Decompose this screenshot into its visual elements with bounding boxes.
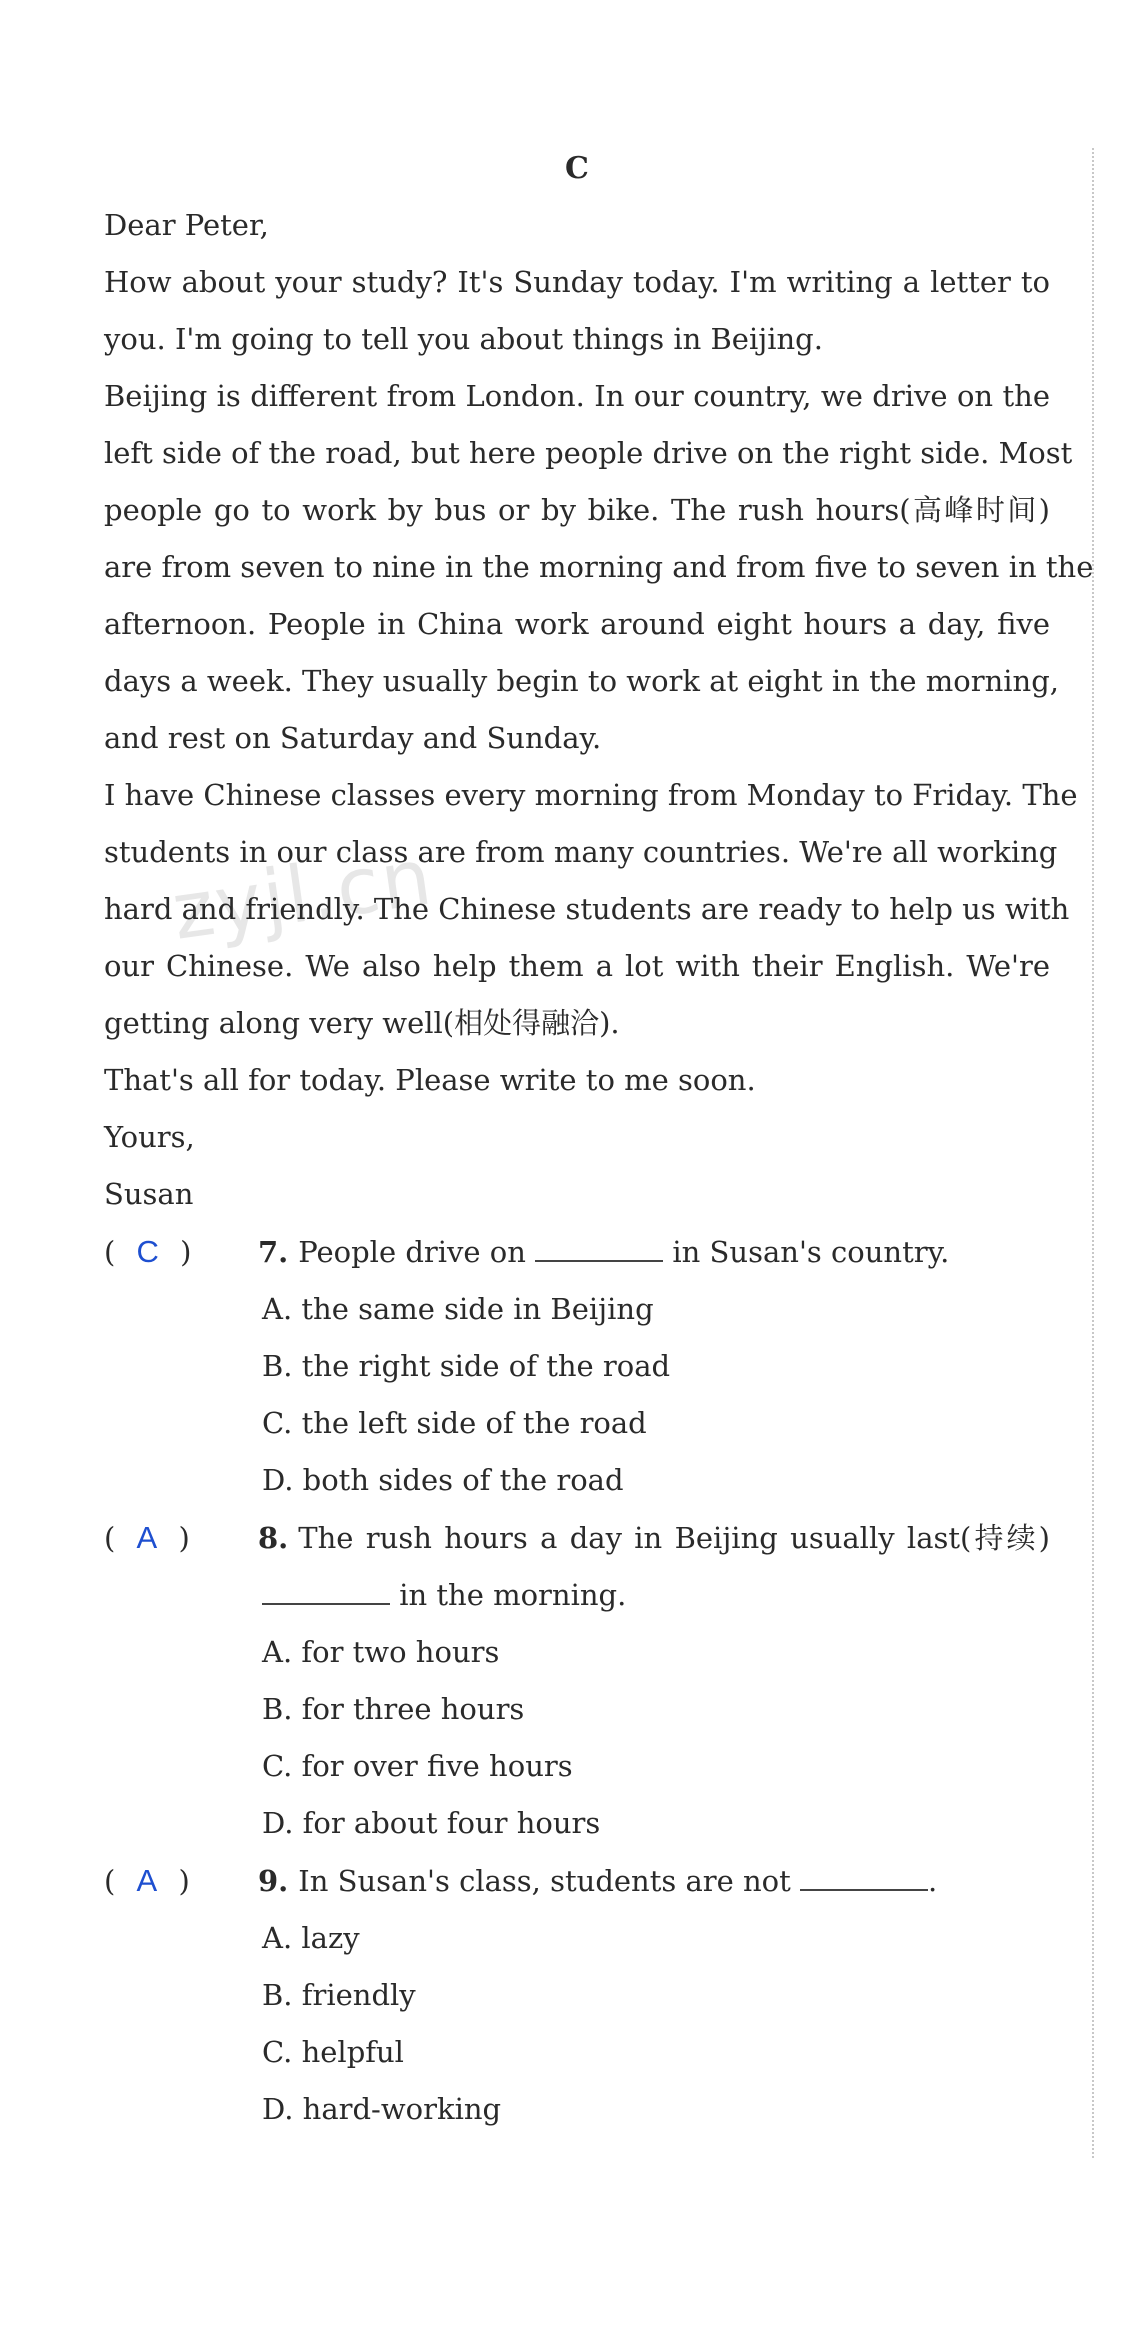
question-number: 8. [258,1521,289,1555]
letter-line: people go to work by bus or by bike. The rush hours(高峰时间) [104,493,1050,527]
letter-line: days a week. They usually begin to work at eight in the morning, [104,664,1060,698]
question-stem-tail: . [928,1864,938,1898]
letter-line: students in our class are from many countries. We're all working [104,835,1058,869]
letter-line: Beijing is different from London. In our country, we drive on the [104,379,1050,413]
answer-letter: A [136,1863,158,1898]
letter-greeting: Dear Peter, [104,208,269,242]
question-continuation [104,1567,1050,1624]
question-number: 9. [258,1864,289,1898]
question-7 [104,1223,1050,1281]
answer-bracket: ( A ) [104,1863,190,1898]
section-label: C [565,151,589,186]
letter-line: How about your study? It's Sunday today. I'm writing a letter to [104,265,1050,299]
question-list [104,1223,1050,2138]
question-number: 7. [258,1235,289,1269]
letter-line: hard and friendly. The Chinese students are ready to help us with [104,892,1070,926]
letter-line: getting along very well(相处得融洽). [104,1006,620,1040]
option-c: C. helpful [262,2035,404,2069]
question-stem-text: The rush hours a day in Beijing usually last(持续) [298,1521,1050,1555]
option-a: A. the same side in Beijing [262,1292,654,1326]
answer-letter: A [136,1520,158,1555]
option-c: C. for over five hours [262,1749,573,1783]
option-d: D. for about four hours [262,1806,601,1840]
option-a: A. for two hours [262,1635,500,1669]
question-8 [104,1509,1050,1567]
question-stem [298,1224,1050,1281]
watermark: zyjl.cn [167,832,439,958]
answer-bracket: ( C ) [104,1234,192,1269]
letter-line: That's all for today. Please write to me soon. [104,1063,756,1097]
letter-closing: Yours, [104,1120,195,1154]
letter-line: left side of the road, but here people drive on the right side. Most [104,436,1073,470]
option-d: D. both sides of the road [262,1463,624,1497]
letter-line: are from seven to nine in the morning and from five to seven in the [104,550,1094,584]
answer-letter: C [136,1234,159,1269]
question-9 [104,1852,1050,1910]
option-b: B. for three hours [262,1692,525,1726]
page-margin-line [1092,148,1094,2158]
letter-line: you. I'm going to tell you about things in Beijing. [104,322,823,356]
letter-line: and rest on Saturday and Sunday. [104,721,602,755]
question-stem [298,1510,1050,1567]
question-stem-tail: in Susan's country. [672,1235,950,1269]
option-b: B. friendly [262,1978,416,2012]
letter-body [104,254,1094,1109]
reading-passage [104,140,1094,2138]
question-stem-text: People drive on [298,1235,526,1269]
answer-blank [800,1869,928,1891]
option-b: B. the right side of the road [262,1349,671,1383]
letter-line: afternoon. People in China work around eight hours a day, five [104,607,1050,641]
option-d: D. hard-working [262,2092,502,2126]
answer-bracket: ( A ) [104,1520,190,1555]
question-continuation-text: in the morning. [399,1578,627,1612]
option-a: A. lazy [262,1921,360,1955]
answer-blank [262,1583,390,1605]
question-stem [298,1853,1050,1910]
letter-line: our Chinese. We also help them a lot with their English. We're [104,949,1050,983]
option-c: C. the left side of the road [262,1406,647,1440]
answer-blank [535,1240,663,1262]
question-stem-text: In Susan's class, students are not [298,1864,791,1898]
letter-signature: Susan [104,1177,194,1211]
letter-line: I have Chinese classes every morning from Monday to Friday. The [104,778,1078,812]
